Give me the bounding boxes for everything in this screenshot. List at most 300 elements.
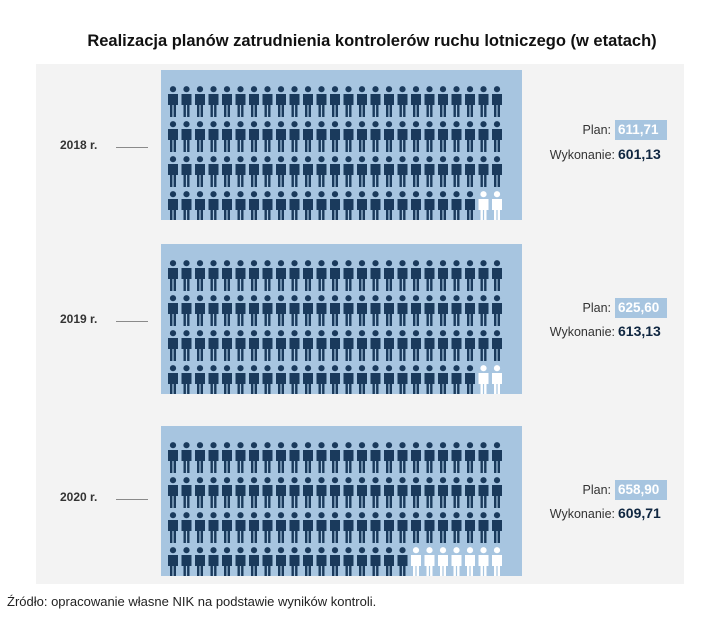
person-icon-filled bbox=[195, 260, 205, 291]
person-icon-filled bbox=[479, 156, 489, 187]
year-label: 2018 r. bbox=[60, 138, 98, 152]
person-icon-filled bbox=[330, 442, 340, 473]
person-icon-filled bbox=[168, 121, 178, 152]
person-icon-filled bbox=[195, 442, 205, 473]
person-icon-filled bbox=[222, 191, 232, 220]
person-icon-filled bbox=[276, 260, 286, 291]
executed-row bbox=[531, 504, 681, 524]
person-icon-filled bbox=[303, 121, 313, 152]
person-icon-filled bbox=[492, 156, 502, 187]
person-icon-filled bbox=[263, 547, 273, 576]
executed-value: 609,71 bbox=[618, 505, 661, 521]
person-icon-empty bbox=[479, 365, 489, 394]
person-icon-filled bbox=[371, 547, 381, 576]
person-icon-filled bbox=[168, 260, 178, 291]
person-icon-filled bbox=[236, 477, 246, 508]
person-icon-filled bbox=[479, 477, 489, 508]
person-icon-filled bbox=[492, 295, 502, 326]
person-icon-filled bbox=[182, 121, 192, 152]
person-icon-filled bbox=[465, 512, 475, 543]
person-icon-filled bbox=[371, 156, 381, 187]
person-icon-filled bbox=[236, 121, 246, 152]
person-icon-filled bbox=[317, 260, 327, 291]
person-icon-filled bbox=[438, 512, 448, 543]
person-icon-filled bbox=[195, 86, 205, 117]
person-icon-filled bbox=[438, 330, 448, 361]
person-icon-filled bbox=[425, 191, 435, 220]
person-icon-filled bbox=[492, 442, 502, 473]
person-icon-filled bbox=[330, 365, 340, 394]
person-icon-empty bbox=[425, 547, 435, 576]
person-icon-filled bbox=[222, 442, 232, 473]
person-icon-filled bbox=[411, 365, 421, 394]
person-icon-filled bbox=[344, 121, 354, 152]
person-icon-filled bbox=[411, 295, 421, 326]
person-icon-filled bbox=[425, 477, 435, 508]
person-icon-filled bbox=[303, 191, 313, 220]
person-icon-filled bbox=[249, 365, 259, 394]
person-icon-filled bbox=[209, 330, 219, 361]
plan-label: Plan: bbox=[582, 483, 611, 497]
person-icon-filled bbox=[222, 121, 232, 152]
person-icon-filled bbox=[330, 477, 340, 508]
source-note: Źródło: opracowanie własne NIK na podstawie wyników kontroli. bbox=[7, 594, 377, 609]
person-icon-filled bbox=[209, 442, 219, 473]
person-icon-filled bbox=[303, 295, 313, 326]
person-icon-filled bbox=[465, 477, 475, 508]
year-label: 2019 r. bbox=[60, 312, 98, 326]
person-icon-filled bbox=[249, 330, 259, 361]
person-icon-filled bbox=[209, 547, 219, 576]
person-icon-filled bbox=[465, 156, 475, 187]
person-icon-filled bbox=[492, 512, 502, 543]
person-icon-filled bbox=[479, 121, 489, 152]
person-icon-filled bbox=[398, 512, 408, 543]
person-icon-filled bbox=[236, 156, 246, 187]
person-icon-filled bbox=[222, 330, 232, 361]
person-icon-filled bbox=[168, 442, 178, 473]
person-icon-filled bbox=[303, 365, 313, 394]
person-icon-filled bbox=[236, 330, 246, 361]
person-icon-filled bbox=[222, 86, 232, 117]
plan-row bbox=[531, 480, 671, 500]
person-icon-filled bbox=[317, 121, 327, 152]
person-icon-empty bbox=[492, 191, 502, 220]
person-icon-filled bbox=[222, 156, 232, 187]
person-icon-filled bbox=[290, 260, 300, 291]
person-icon-filled bbox=[168, 191, 178, 220]
person-icon-filled bbox=[276, 156, 286, 187]
person-icon-filled bbox=[182, 442, 192, 473]
person-icon-filled bbox=[479, 330, 489, 361]
person-icon-filled bbox=[290, 512, 300, 543]
person-icon-filled bbox=[425, 156, 435, 187]
person-icon-filled bbox=[222, 295, 232, 326]
person-icon-filled bbox=[236, 547, 246, 576]
person-icon-filled bbox=[452, 442, 462, 473]
person-icon-filled bbox=[249, 442, 259, 473]
person-icon-filled bbox=[168, 295, 178, 326]
person-icon-filled bbox=[303, 156, 313, 187]
chart-panel bbox=[36, 64, 684, 584]
person-icon-filled bbox=[479, 512, 489, 543]
person-icon-filled bbox=[168, 477, 178, 508]
person-icon-filled bbox=[452, 365, 462, 394]
person-icon-filled bbox=[317, 191, 327, 220]
person-icon-filled bbox=[195, 156, 205, 187]
person-icon-filled bbox=[303, 512, 313, 543]
person-icon-filled bbox=[263, 477, 273, 508]
person-icon-filled bbox=[438, 121, 448, 152]
person-icon-filled bbox=[411, 86, 421, 117]
person-icon-filled bbox=[182, 547, 192, 576]
person-icon-filled bbox=[330, 547, 340, 576]
person-icon-filled bbox=[384, 156, 394, 187]
person-icon-filled bbox=[249, 477, 259, 508]
person-icon-empty bbox=[492, 365, 502, 394]
person-icon-filled bbox=[371, 477, 381, 508]
person-icon-filled bbox=[438, 442, 448, 473]
person-icon-filled bbox=[344, 330, 354, 361]
person-icon-empty bbox=[479, 547, 489, 576]
person-icon-filled bbox=[344, 191, 354, 220]
person-icon-filled bbox=[398, 260, 408, 291]
person-icon-filled bbox=[276, 191, 286, 220]
person-icon-filled bbox=[411, 156, 421, 187]
executed-label: Wykonanie: bbox=[549, 507, 615, 521]
person-icon-filled bbox=[371, 260, 381, 291]
person-icon-filled bbox=[330, 260, 340, 291]
person-icon-filled bbox=[249, 191, 259, 220]
person-icon-filled bbox=[209, 121, 219, 152]
person-icon-filled bbox=[276, 477, 286, 508]
person-icon-filled bbox=[371, 365, 381, 394]
pictogram-box bbox=[161, 70, 522, 220]
person-icon-filled bbox=[384, 365, 394, 394]
person-icon-filled bbox=[411, 260, 421, 291]
person-icon-filled bbox=[290, 330, 300, 361]
person-icon-filled bbox=[357, 365, 367, 394]
person-icon-filled bbox=[398, 121, 408, 152]
person-icon-filled bbox=[425, 365, 435, 394]
person-icon-filled bbox=[384, 477, 394, 508]
person-icon-filled bbox=[465, 442, 475, 473]
person-icon-filled bbox=[209, 365, 219, 394]
person-icon-filled bbox=[384, 330, 394, 361]
person-icon-filled bbox=[384, 295, 394, 326]
person-icon-filled bbox=[249, 86, 259, 117]
person-icon-filled bbox=[452, 86, 462, 117]
executed-value: 613,13 bbox=[618, 323, 661, 339]
person-icon-filled bbox=[263, 295, 273, 326]
person-icon-filled bbox=[290, 191, 300, 220]
person-icon-filled bbox=[398, 191, 408, 220]
person-icon-empty bbox=[452, 547, 462, 576]
person-icon-filled bbox=[249, 156, 259, 187]
person-icon-filled bbox=[276, 86, 286, 117]
person-icon-filled bbox=[357, 86, 367, 117]
person-icon-filled bbox=[168, 512, 178, 543]
plan-value: 611,71 bbox=[615, 120, 667, 140]
executed-label: Wykonanie: bbox=[549, 325, 615, 339]
person-icon-filled bbox=[371, 512, 381, 543]
person-icon-filled bbox=[452, 477, 462, 508]
person-icon-filled bbox=[492, 86, 502, 117]
plan-value: 658,90 bbox=[615, 480, 667, 500]
person-icon-filled bbox=[492, 477, 502, 508]
year-block-2020 bbox=[36, 426, 684, 576]
person-icon-filled bbox=[317, 512, 327, 543]
person-icon-filled bbox=[263, 156, 273, 187]
person-icon-filled bbox=[465, 260, 475, 291]
person-icon-filled bbox=[425, 86, 435, 117]
plan-label: Plan: bbox=[582, 123, 611, 137]
person-icon-filled bbox=[357, 260, 367, 291]
person-icon-filled bbox=[425, 260, 435, 291]
pictogram-grid bbox=[161, 244, 522, 394]
person-icon-filled bbox=[330, 86, 340, 117]
person-icon-filled bbox=[465, 86, 475, 117]
person-icon-filled bbox=[290, 86, 300, 117]
person-icon-filled bbox=[236, 442, 246, 473]
person-icon-filled bbox=[438, 477, 448, 508]
executed-value: 601,13 bbox=[618, 146, 661, 162]
person-icon-filled bbox=[492, 121, 502, 152]
person-icon-filled bbox=[303, 260, 313, 291]
person-icon-filled bbox=[209, 191, 219, 220]
person-icon-filled bbox=[425, 295, 435, 326]
person-icon-filled bbox=[195, 295, 205, 326]
person-icon-filled bbox=[317, 547, 327, 576]
person-icon-filled bbox=[371, 295, 381, 326]
person-icon-filled bbox=[438, 191, 448, 220]
person-icon-filled bbox=[438, 295, 448, 326]
person-icon-filled bbox=[452, 260, 462, 291]
person-icon-filled bbox=[479, 260, 489, 291]
person-icon-filled bbox=[357, 191, 367, 220]
person-icon-filled bbox=[330, 121, 340, 152]
person-icon-filled bbox=[344, 512, 354, 543]
person-icon-filled bbox=[425, 330, 435, 361]
person-icon-filled bbox=[479, 86, 489, 117]
person-icon-filled bbox=[209, 477, 219, 508]
person-icon-filled bbox=[452, 156, 462, 187]
person-icon-filled bbox=[411, 330, 421, 361]
person-icon-filled bbox=[236, 512, 246, 543]
pictogram-grid bbox=[161, 426, 522, 576]
person-icon-filled bbox=[411, 477, 421, 508]
person-icon-filled bbox=[290, 295, 300, 326]
person-icon-filled bbox=[317, 365, 327, 394]
person-icon-filled bbox=[182, 330, 192, 361]
person-icon-filled bbox=[263, 365, 273, 394]
person-icon-filled bbox=[330, 330, 340, 361]
year-block-2018 bbox=[36, 70, 684, 220]
person-icon-filled bbox=[303, 86, 313, 117]
person-icon-filled bbox=[452, 512, 462, 543]
person-icon-filled bbox=[276, 295, 286, 326]
person-icon-empty bbox=[492, 547, 502, 576]
executed-row bbox=[531, 145, 681, 165]
person-icon-filled bbox=[330, 295, 340, 326]
person-icon-filled bbox=[195, 477, 205, 508]
person-icon-filled bbox=[236, 86, 246, 117]
person-icon-filled bbox=[384, 547, 394, 576]
person-icon-filled bbox=[398, 156, 408, 187]
pictogram-box bbox=[161, 244, 522, 394]
person-icon-filled bbox=[384, 512, 394, 543]
chart-title: Realizacja planów zatrudnienia kontrolerów ruchu lotniczego (w etatach) bbox=[87, 32, 657, 50]
person-icon-filled bbox=[236, 295, 246, 326]
person-icon-filled bbox=[452, 295, 462, 326]
person-icon-filled bbox=[303, 547, 313, 576]
year-block-2019 bbox=[36, 244, 684, 394]
person-icon-filled bbox=[344, 156, 354, 187]
year-leader-line bbox=[116, 499, 148, 500]
person-icon-empty bbox=[438, 547, 448, 576]
person-icon-filled bbox=[182, 260, 192, 291]
person-icon-filled bbox=[357, 295, 367, 326]
person-icon-filled bbox=[438, 86, 448, 117]
person-icon-filled bbox=[249, 260, 259, 291]
person-icon-filled bbox=[249, 512, 259, 543]
person-icon-filled bbox=[425, 121, 435, 152]
person-icon-filled bbox=[209, 86, 219, 117]
person-icon-filled bbox=[357, 330, 367, 361]
person-icon-filled bbox=[182, 295, 192, 326]
person-icon-filled bbox=[479, 442, 489, 473]
person-icon-filled bbox=[398, 442, 408, 473]
person-icon-filled bbox=[384, 121, 394, 152]
person-icon-filled bbox=[398, 295, 408, 326]
person-icon-empty bbox=[479, 191, 489, 220]
pictogram-box bbox=[161, 426, 522, 576]
person-icon-filled bbox=[357, 547, 367, 576]
executed-label: Wykonanie: bbox=[549, 148, 615, 162]
person-icon-filled bbox=[263, 442, 273, 473]
person-icon-filled bbox=[195, 512, 205, 543]
person-icon-filled bbox=[317, 442, 327, 473]
person-icon-filled bbox=[452, 330, 462, 361]
person-icon-filled bbox=[222, 512, 232, 543]
person-icon-filled bbox=[452, 121, 462, 152]
person-icon-filled bbox=[168, 86, 178, 117]
plan-row bbox=[531, 298, 671, 318]
person-icon-filled bbox=[371, 86, 381, 117]
person-icon-filled bbox=[384, 442, 394, 473]
person-icon-filled bbox=[411, 191, 421, 220]
person-icon-filled bbox=[276, 442, 286, 473]
year-leader-line bbox=[116, 147, 148, 148]
person-icon-filled bbox=[411, 442, 421, 473]
person-icon-filled bbox=[209, 260, 219, 291]
person-icon-filled bbox=[398, 365, 408, 394]
person-icon-filled bbox=[384, 260, 394, 291]
person-icon-filled bbox=[438, 156, 448, 187]
person-icon-filled bbox=[425, 442, 435, 473]
person-icon-filled bbox=[182, 365, 192, 394]
person-icon-filled bbox=[222, 260, 232, 291]
person-icon-filled bbox=[236, 191, 246, 220]
person-icon-filled bbox=[182, 512, 192, 543]
person-icon-filled bbox=[168, 156, 178, 187]
person-icon-filled bbox=[411, 512, 421, 543]
person-icon-filled bbox=[398, 86, 408, 117]
person-icon-filled bbox=[263, 330, 273, 361]
person-icon-filled bbox=[168, 330, 178, 361]
person-icon-filled bbox=[317, 295, 327, 326]
person-icon-filled bbox=[195, 191, 205, 220]
person-icon-filled bbox=[465, 330, 475, 361]
person-icon-filled bbox=[398, 547, 408, 576]
person-icon-filled bbox=[371, 191, 381, 220]
person-icon-filled bbox=[249, 121, 259, 152]
person-icon-filled bbox=[344, 477, 354, 508]
person-icon-filled bbox=[182, 191, 192, 220]
plan-row bbox=[531, 120, 671, 140]
person-icon-filled bbox=[222, 547, 232, 576]
person-icon-filled bbox=[290, 121, 300, 152]
person-icon-filled bbox=[195, 547, 205, 576]
person-icon-filled bbox=[182, 477, 192, 508]
person-icon-empty bbox=[411, 547, 421, 576]
person-icon-filled bbox=[330, 512, 340, 543]
person-icon-filled bbox=[290, 477, 300, 508]
person-icon-filled bbox=[263, 121, 273, 152]
person-icon-filled bbox=[344, 295, 354, 326]
person-icon-filled bbox=[276, 330, 286, 361]
person-icon-filled bbox=[303, 477, 313, 508]
person-icon-filled bbox=[398, 477, 408, 508]
person-icon-filled bbox=[236, 260, 246, 291]
person-icon-filled bbox=[452, 191, 462, 220]
person-icon-filled bbox=[303, 330, 313, 361]
person-icon-filled bbox=[222, 365, 232, 394]
person-icon-filled bbox=[344, 365, 354, 394]
person-icon-filled bbox=[249, 295, 259, 326]
year-leader-line bbox=[116, 321, 148, 322]
person-icon-filled bbox=[317, 477, 327, 508]
person-icon-filled bbox=[344, 260, 354, 291]
person-icon-filled bbox=[411, 121, 421, 152]
person-icon-filled bbox=[465, 191, 475, 220]
person-icon-filled bbox=[263, 512, 273, 543]
person-icon-filled bbox=[344, 547, 354, 576]
person-icon-filled bbox=[249, 547, 259, 576]
person-icon-filled bbox=[384, 191, 394, 220]
pictogram-grid bbox=[161, 70, 522, 220]
person-icon-filled bbox=[317, 330, 327, 361]
person-icon-filled bbox=[465, 295, 475, 326]
plan-label: Plan: bbox=[582, 301, 611, 315]
person-icon-filled bbox=[438, 260, 448, 291]
person-icon-filled bbox=[344, 442, 354, 473]
person-icon-filled bbox=[290, 442, 300, 473]
person-icon-filled bbox=[357, 477, 367, 508]
person-icon-filled bbox=[357, 442, 367, 473]
person-icon-filled bbox=[330, 156, 340, 187]
person-icon-filled bbox=[209, 512, 219, 543]
person-icon-filled bbox=[371, 330, 381, 361]
person-icon-filled bbox=[195, 121, 205, 152]
person-icon-filled bbox=[236, 365, 246, 394]
person-icon-filled bbox=[263, 86, 273, 117]
person-icon-filled bbox=[168, 365, 178, 394]
person-icon-filled bbox=[209, 156, 219, 187]
person-icon-filled bbox=[330, 191, 340, 220]
person-icon-filled bbox=[168, 547, 178, 576]
person-icon-filled bbox=[182, 156, 192, 187]
